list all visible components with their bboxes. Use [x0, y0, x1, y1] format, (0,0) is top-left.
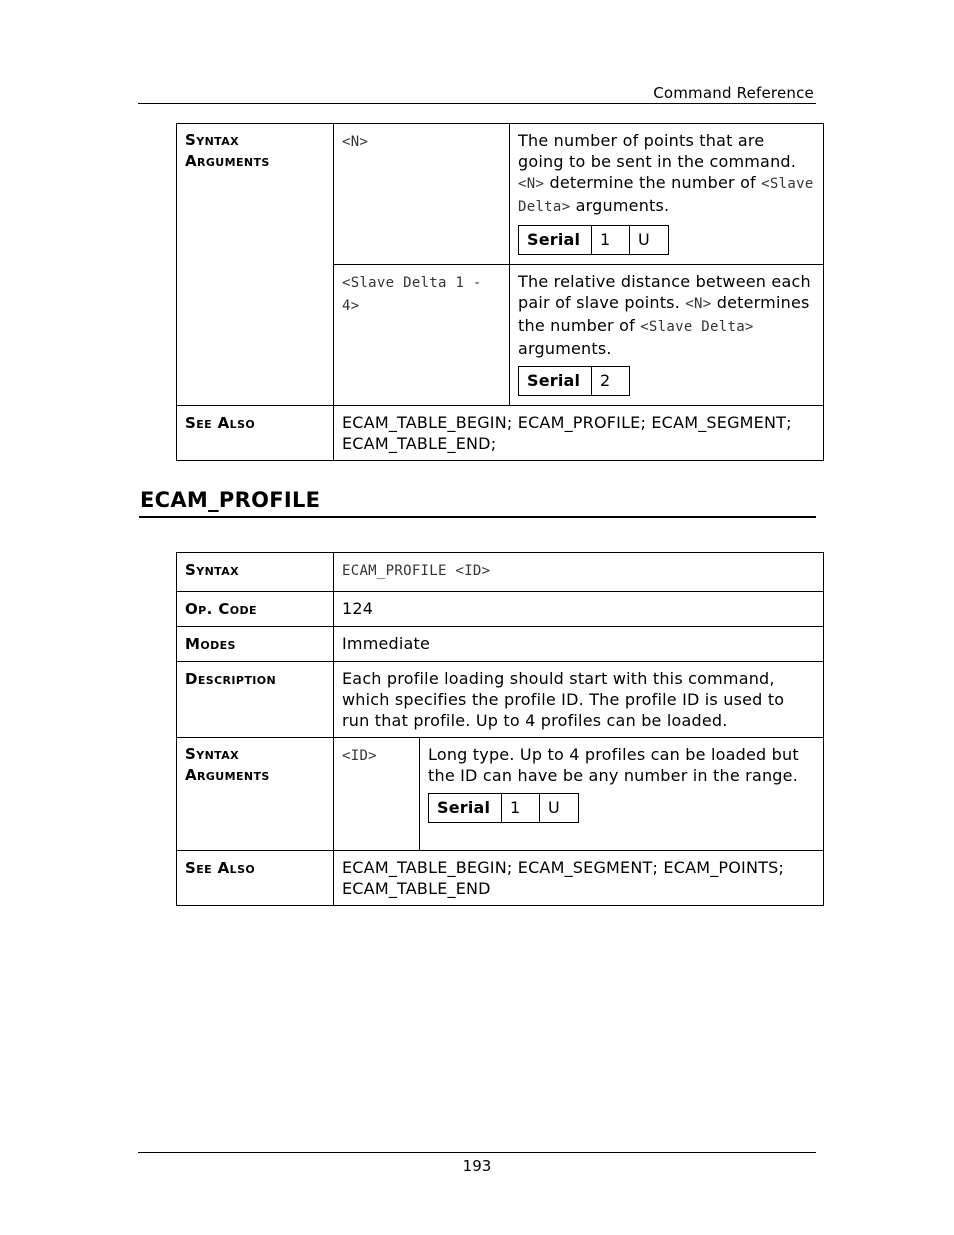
desc-code: <N>	[685, 296, 712, 312]
label-line: Arguments	[185, 152, 270, 170]
serial-value: 1	[592, 226, 630, 255]
syntax-arguments-label	[177, 738, 334, 851]
serial-label: Serial	[429, 794, 502, 823]
table-row	[177, 592, 824, 627]
desc-code: <Slave Delta>	[518, 176, 814, 215]
serial-table	[518, 366, 630, 396]
label-line: Arguments	[185, 766, 270, 784]
label-text: Syntax	[185, 561, 240, 579]
argument-description	[510, 124, 824, 265]
section-rule	[139, 516, 816, 518]
syntax-label	[177, 553, 334, 592]
desc-text: arguments.	[570, 196, 670, 215]
section-title: ECAM_PROFILE	[140, 488, 321, 512]
desc-text: The relative distance between each pair of slave points.	[518, 272, 811, 312]
desc-code: <Slave Delta>	[640, 319, 754, 335]
serial-value: 1	[502, 794, 540, 823]
label-line: Syntax	[185, 745, 240, 763]
serial-table	[428, 793, 579, 823]
argument-description	[420, 738, 824, 851]
serial-type: U	[630, 226, 669, 255]
description-text	[518, 271, 815, 359]
desc-text: arguments.	[518, 339, 612, 358]
argument-name	[334, 124, 510, 265]
desc-lead: Long type.	[428, 745, 515, 764]
opcode-value: 124	[334, 592, 824, 627]
table-row	[177, 738, 824, 851]
serial-label: Serial	[519, 367, 592, 396]
argument-description	[510, 265, 824, 406]
description-label	[177, 662, 334, 738]
footer-rule	[138, 1152, 816, 1153]
command-table	[176, 552, 824, 906]
opcode-label	[177, 592, 334, 627]
serial-type: U	[540, 794, 579, 823]
arguments-table	[176, 123, 824, 461]
page-header-title: Command Reference	[653, 84, 814, 102]
see-also-label	[177, 406, 334, 461]
label-text: Op. Code	[185, 600, 257, 618]
label-text: See Also	[185, 414, 256, 432]
label-text: Modes	[185, 635, 236, 653]
label-text: See Also	[185, 859, 256, 877]
desc-code: <N>	[518, 176, 545, 192]
argument-name	[334, 265, 510, 406]
header-rule	[138, 103, 816, 104]
see-also-label	[177, 851, 334, 906]
desc-text: The number of points that are going to be sent in the command.	[518, 131, 797, 171]
modes-label	[177, 627, 334, 662]
syntax-arguments-label	[177, 124, 334, 406]
serial-value: 2	[592, 367, 630, 396]
desc-text: determine the number of	[544, 173, 762, 192]
argument-name-text: <Slave Delta 1 - 4>	[342, 275, 482, 314]
desc-text: determines the number of	[518, 293, 810, 335]
modes-value: Immediate	[334, 627, 824, 662]
table-row	[177, 851, 824, 906]
argument-name	[334, 738, 420, 851]
page-number: 193	[462, 1157, 492, 1175]
serial-table	[518, 225, 669, 255]
see-also-value: ECAM_TABLE_BEGIN; ECAM_PROFILE; ECAM_SEGMENT; ECAM_TABLE_END;	[334, 406, 824, 461]
label-text: Description	[185, 670, 277, 688]
syntax-code: ECAM_PROFILE <ID>	[342, 563, 491, 579]
description-text	[518, 130, 815, 218]
label-line: Syntax	[185, 131, 240, 149]
see-also-value: ECAM_TABLE_BEGIN; ECAM_SEGMENT; ECAM_POINTS; ECAM_TABLE_END	[334, 851, 824, 906]
description-text	[428, 744, 815, 786]
serial-label: Serial	[519, 226, 592, 255]
argument-name-text: <ID>	[342, 748, 377, 764]
table-row	[177, 627, 824, 662]
argument-name-text: <N>	[342, 134, 369, 150]
table-row	[177, 406, 824, 461]
table-row	[177, 124, 824, 265]
table-row	[177, 662, 824, 738]
table-row	[177, 553, 824, 592]
desc-text: Up to 4 profiles can be loaded but the ID can have be any number in the range.	[428, 745, 799, 785]
description-value: Each profile loading should start with this command, which specifies the profile ID. The profile ID is used to run that profile. Up to 4 profiles can be loaded.	[334, 662, 824, 738]
syntax-value	[334, 553, 824, 592]
